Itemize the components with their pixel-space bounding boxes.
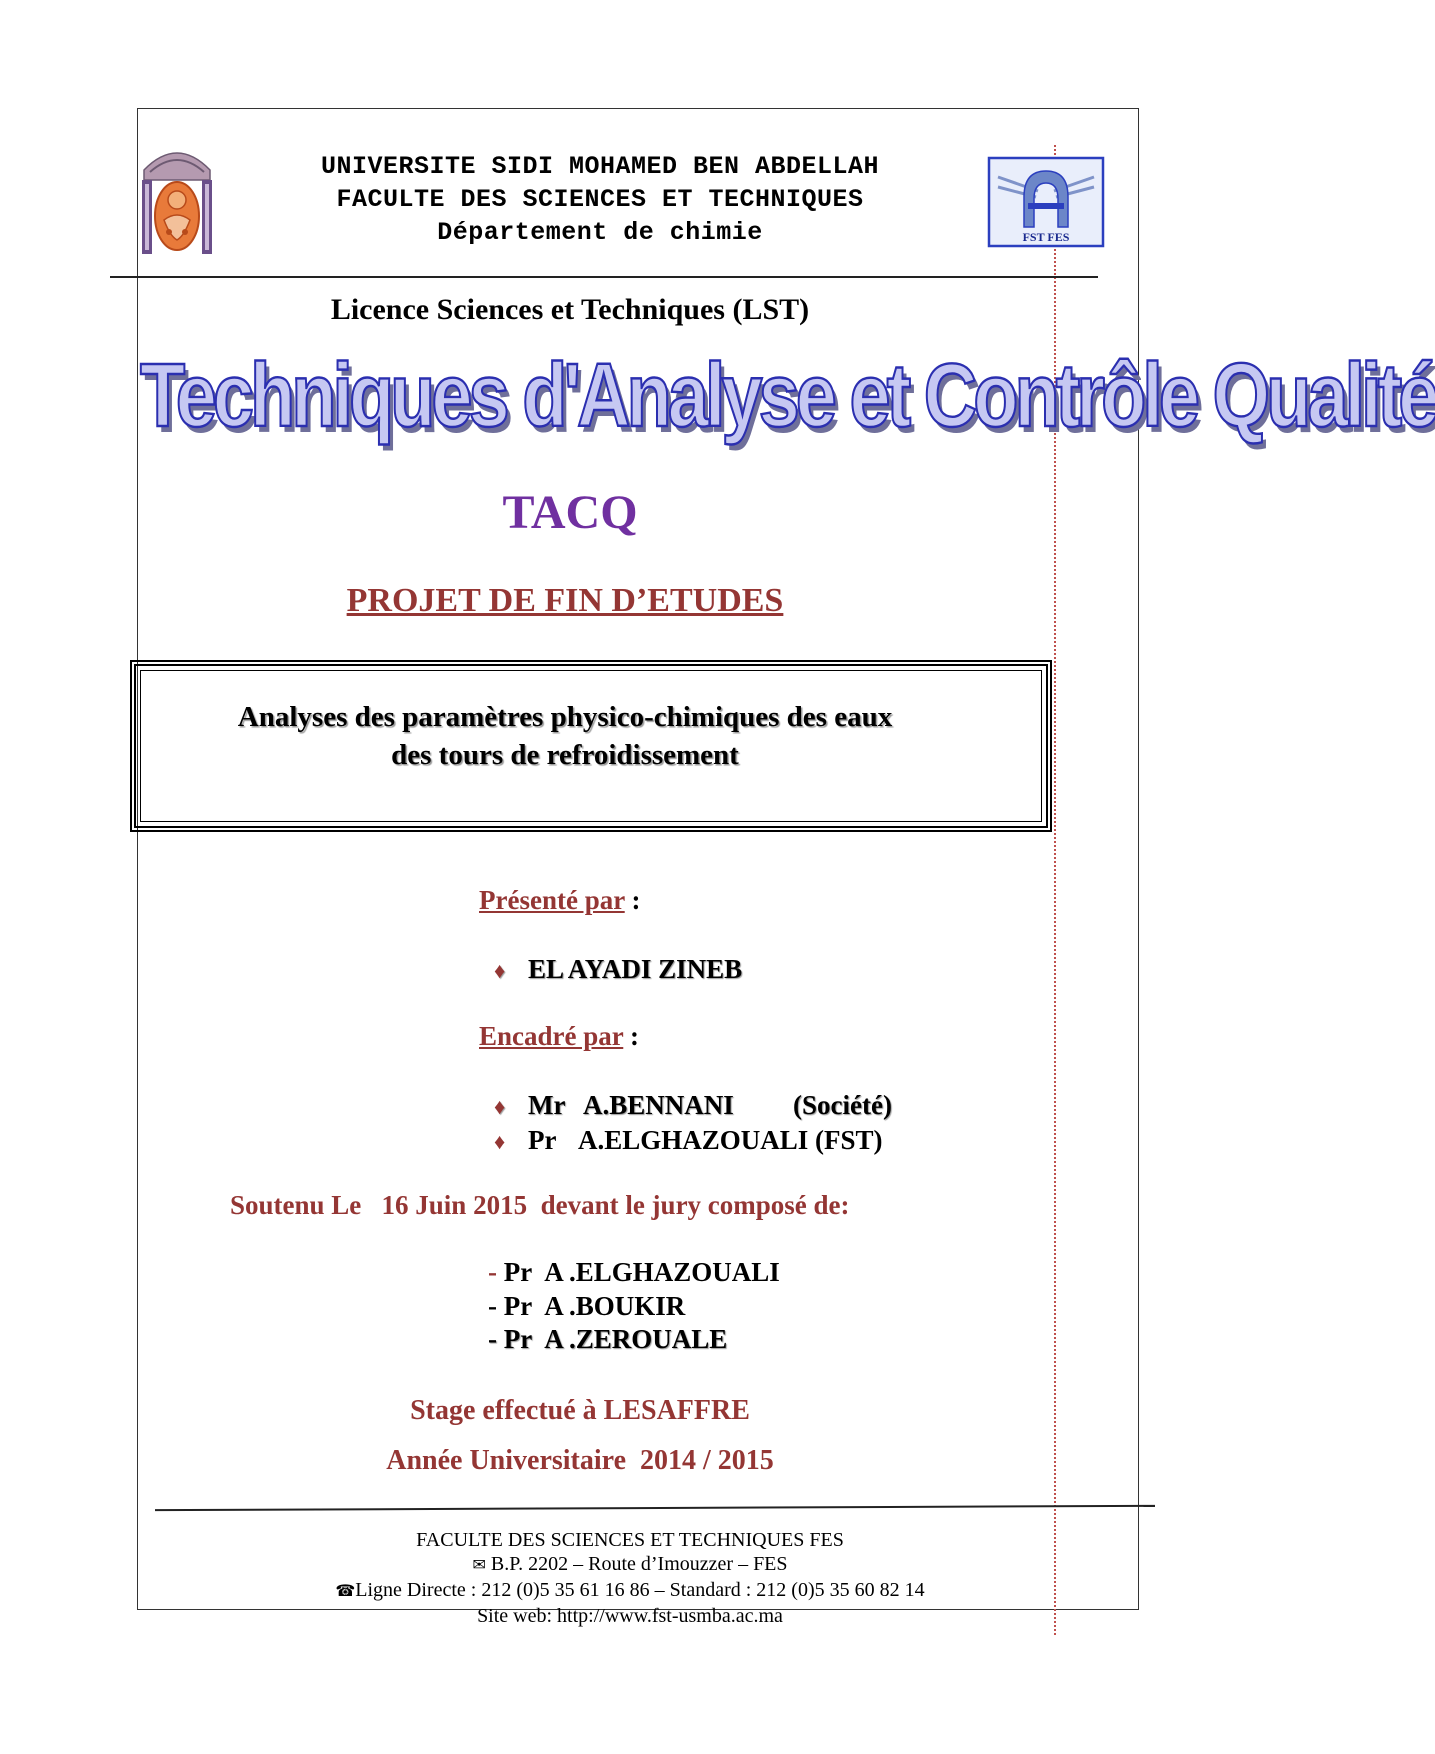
footer-phone: Ligne Directe : 212 (0)5 35 61 16 86 – Standard : 212 (0)5 35 60 82 14 [355, 1579, 925, 1601]
defense-statement: Soutenu Le 16 Juin 2015 devant le jury composé de: [230, 1190, 850, 1220]
jury-name: A .ZEROUALE [544, 1324, 728, 1354]
diamond-bullet-icon: ♦ [494, 1129, 506, 1154]
page-frame [137, 108, 1435, 1610]
usmba-crest-icon [136, 140, 218, 258]
fst-fes-logo-text: FST FES [1022, 230, 1070, 244]
subject-line-1: Analyses des paramètres physico-chimiques des eaux [237, 701, 893, 733]
fst-fes-logo [988, 157, 1104, 247]
presented-by-label: Présenté par [479, 885, 625, 915]
jury-title: Pr [503, 1257, 533, 1287]
university-name: UNIVERSITE SIDI MOHAMED BEN ABDELLAH [320, 152, 880, 181]
licence-title: Licence Sciences et Techniques (LST) [330, 293, 810, 326]
supervised-by-label: Encadré par [479, 1021, 624, 1051]
jury-title: Pr [503, 1291, 533, 1321]
project-label-text: PROJET DE FIN D’ETUDES [346, 582, 784, 619]
jury-name: A .BOUKIR [544, 1291, 686, 1321]
jury-dash: - [488, 1324, 497, 1354]
faculty-name: FACULTE DES SCIENCES ET TECHNIQUES [336, 185, 864, 214]
header-divider [110, 276, 1098, 278]
project-subject [150, 698, 980, 774]
footer-address-row [300, 1552, 960, 1578]
supervisor-item [494, 1125, 883, 1156]
footer-faculty: FACULTE DES SCIENCES ET TECHNIQUES FES [416, 1529, 844, 1551]
presented-by-heading [479, 885, 640, 916]
diamond-bullet-icon: ♦ [494, 1094, 506, 1119]
supervisor-affiliation: (FST) [815, 1125, 883, 1155]
student-item [494, 954, 742, 985]
university-header [240, 150, 960, 249]
jury-name: A .ELGHAZOUALI [544, 1257, 780, 1287]
supervisor-title: Mr [528, 1090, 566, 1120]
supervisor-name: A.BENNANI [583, 1090, 734, 1120]
envelope-icon: ✉ [472, 1557, 486, 1574]
supervisor-item [494, 1090, 892, 1121]
academic-year: Année Universitaire 2014 / 2015 [386, 1445, 774, 1476]
internship-location: Stage effectué à LESAFFRE [410, 1395, 750, 1426]
footer-address: B.P. 2202 – Route d’Imouzzer – FES [490, 1553, 788, 1575]
presented-by-colon: : [631, 885, 641, 915]
footer-website[interactable]: Site web: http://www.fst-usmba.ac.ma [477, 1605, 783, 1627]
subject-line-2: des tours de refroidissement [391, 739, 739, 771]
project-label [265, 582, 865, 620]
jury-dash: - [488, 1257, 497, 1287]
jury-member [488, 1324, 727, 1355]
supervisor-name: A.ELGHAZOUALI [578, 1125, 809, 1155]
diamond-bullet-icon: ♦ [494, 958, 506, 983]
telephone-icon: ☎ [335, 1583, 356, 1600]
jury-dash: - [488, 1291, 497, 1321]
footer-contact [300, 1528, 960, 1628]
department-name: Département de chimie [437, 218, 763, 247]
jury-title: Pr [503, 1324, 533, 1354]
supervised-by-colon: : [630, 1021, 640, 1051]
program-acronym: TACQ [502, 486, 638, 539]
supervised-by-heading [479, 1021, 639, 1052]
student-name: EL AYADI ZINEB [528, 954, 743, 984]
program-wordart-title: Techniques d'Analyse et Contrôle Qualité [140, 344, 1435, 446]
jury-member [488, 1257, 780, 1288]
supervisor-affiliation: (Société) [793, 1090, 892, 1120]
jury-member [488, 1291, 685, 1322]
supervisor-title: Pr [528, 1125, 557, 1155]
footer-phone-row [300, 1578, 960, 1604]
